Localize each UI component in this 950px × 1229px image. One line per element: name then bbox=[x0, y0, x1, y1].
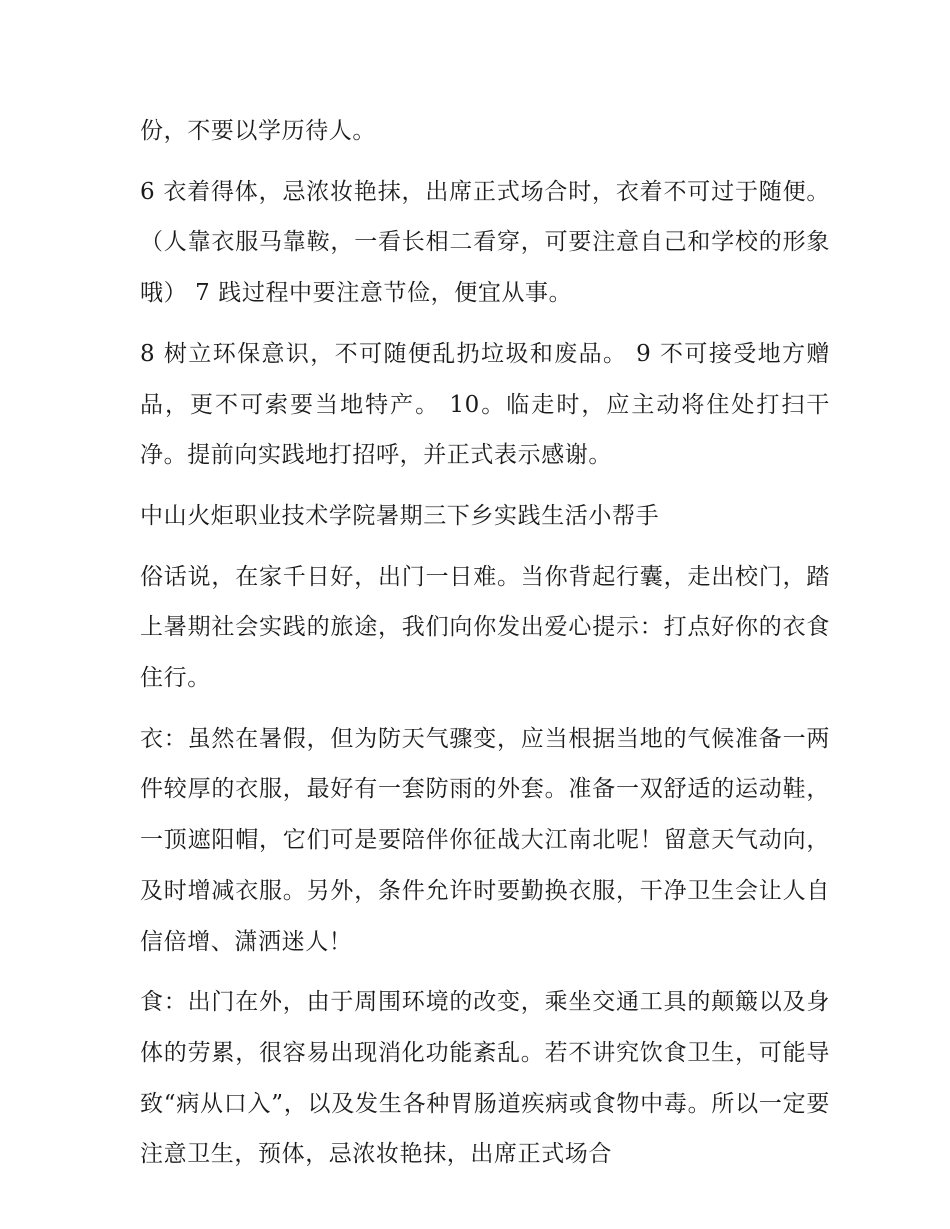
document-body bbox=[140, 106, 830, 1190]
paragraph-intro: 俗话说，在家千日好，出门一日难。当你背起行囊，走出校门，踏上暑期社会实践的旅途，我们向你发出爱心提示：打点好你的衣食住行。 bbox=[140, 563, 830, 692]
section-heading: 中山火炬职业技术学院暑期三下乡实践生活小帮手 bbox=[140, 502, 660, 529]
paragraph-continuation: 份，不要以学历待人。 bbox=[140, 118, 376, 144]
paragraph-rule-6-7: 6 衣着得体，忌浓妆艳抹，出席正式场合时，衣着不可过于随便。（人靠衣服马靠鞍，一看长相二看穿，可要注意自己和学校的形象哦） 7 践过程中要注意节俭，便宜从事。 bbox=[140, 178, 830, 307]
paragraph-clothing: 衣：虽然在暑假，但为防天气骤变，应当根据当地的气候准备一两件较厚的衣服，最好有一套防雨的外套。准备一双舒适的运动鞋，一顶遮阳帽，它们可是要陪伴你征战大江南北呢！留意天气动向，及时增减衣服。另外，条件允许时要勤换衣服，干净卫生会让人自信倍增、潇洒迷人！ bbox=[140, 725, 830, 955]
paragraph-food: 食：出门在外，由于周围环境的改变，乘坐交通工具的颠簸以及身体的劳累，很容易出现消化功能紊乱。若不讲究饮食卫生，可能导致“病从口入”，以及发生各种胃肠道疾病或食物中毒。所以一定要注意卫生，预体，忌浓妆艳抹，出席正式场合 bbox=[140, 989, 830, 1168]
paragraph-rule-8-10: 8 树立环保意识，不可随便乱扔垃圾和废品。 9 不可接受地方赠品，更不可索要当地特产。 10。临走时，应主动将住处打扫干净。提前向实践地打招呼，并正式表示感谢。 bbox=[140, 340, 830, 469]
